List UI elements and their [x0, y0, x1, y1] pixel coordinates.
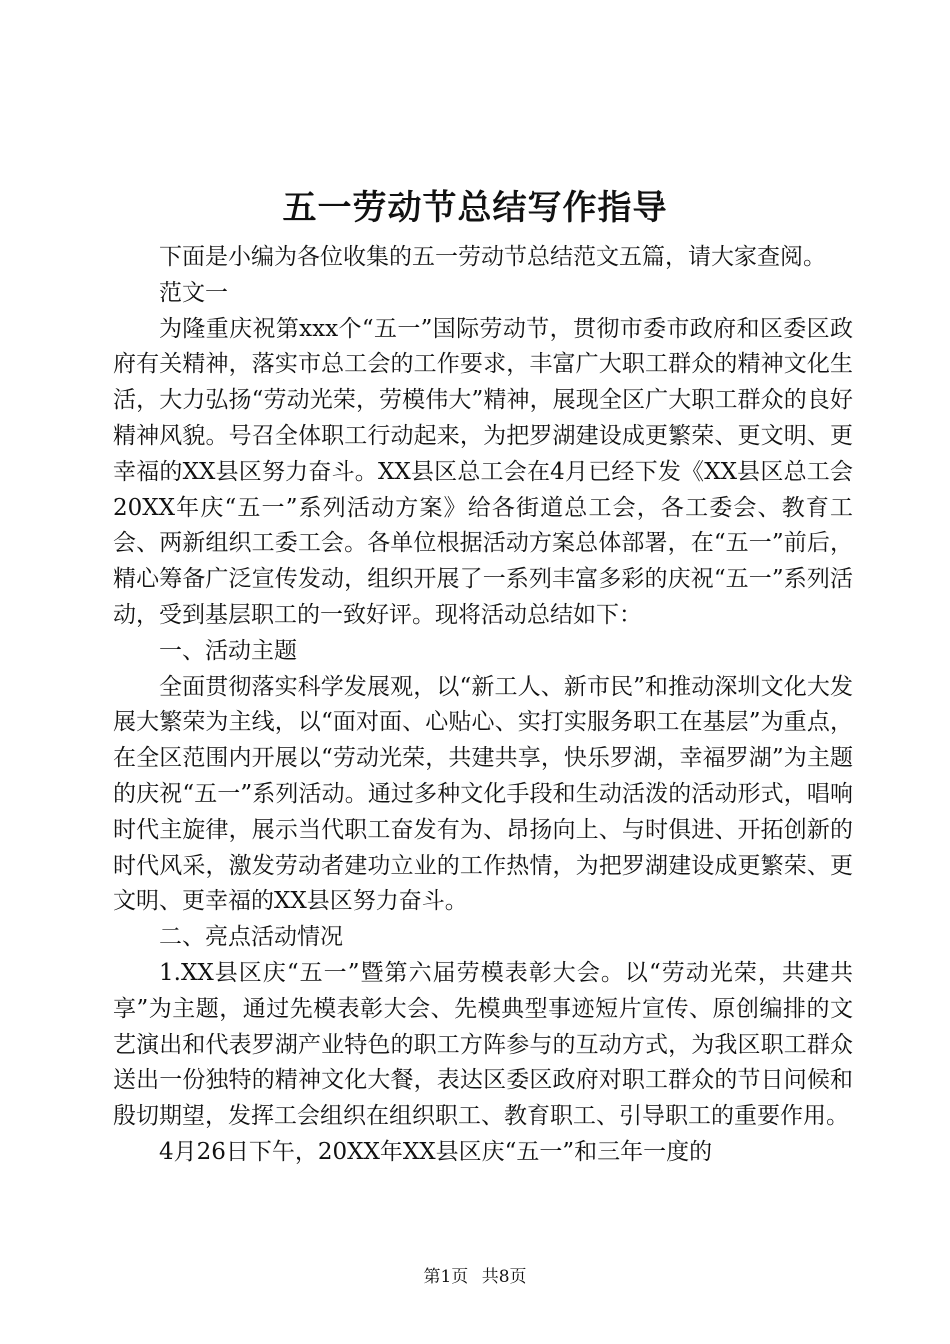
section-heading-highlights: 二、亮点活动情况 [159, 924, 343, 951]
page-footer [0, 1266, 950, 1288]
intro-paragraph: 下面是小编为各位收集的五一劳动节总结范文五篇，请大家查阅。 [159, 244, 826, 270]
body-paragraph: 全面贯彻落实科学发展观，以“新工人、新市民”和推动深圳文化大发展大繁荣为主线，以“面对面、心贴心、实打实服务职工在基层”为重点，在全区范围内开展以“劳动光荣，共建共享，快乐罗湖，幸福罗湖”为主题的庆祝“五一”系列活动。通过多种文化手段和生动活泼的活动形式，唱响时代主旋律，展示当代职工奋发有为、昂扬向上、与时俱进、开拓创新的时代风采，激发劳动者建功立业的工作热情，为把罗湖建设成更繁荣、更文明、更幸福的XX县区努力奋斗。 [113, 673, 853, 915]
body-paragraph: 为隆重庆祝第xxx个“五一”国际劳动节，贯彻市委市政府和区委区政府有关精神，落实市总工会的工作要求，丰富广大职工群众的精神文化生活，大力弘扬“劳动光荣，劳模伟大”精神，展现全区广大职工群众的良好精神风貌。号召全体职工行动起来，为把罗湖建设成更繁荣、更文明、更幸福的XX县区努力奋斗。XX县区总工会在4月已经下发《XX县区总工会20XX年庆“五一”系列活动方案》给各街道总工会，各工委会、教育工会、两新组织工委工会。各单位根据活动方案总体部署，在“五一”前后，精心筹备广泛宣传发动，组织开展了一系列丰富多彩的庆祝“五一”系列活动，受到基层职工的一致好评。现将活动总结如下： [113, 315, 853, 628]
document-body [113, 240, 853, 1171]
page-number: 第1页 [423, 1267, 469, 1287]
section-label-sample-one: 范文一 [159, 279, 228, 306]
page-total: 共8页 [481, 1267, 527, 1287]
body-paragraph: 1.XX县区庆“五一”暨第六届劳模表彰大会。以“劳动光荣，共建共享”为主题，通过先模表彰大会、先模典型事迹短片宣传、原创编排的文艺演出和代表罗湖产业特色的职工方阵参与的互动方式，为我区职工群众送出一份独特的精神文化大餐，表达区委区政府对职工群众的节日问候和殷切期望，发挥工会组织在组织职工、教育职工、引导职工的重要作用。 [113, 959, 853, 1130]
section-heading-theme: 一、活动主题 [159, 637, 297, 664]
document-title: 五一劳动节总结写作指导 [282, 188, 668, 228]
body-paragraph: 4月26日下午，20XX年XX县区庆“五一”和三年一度的 [159, 1138, 713, 1165]
